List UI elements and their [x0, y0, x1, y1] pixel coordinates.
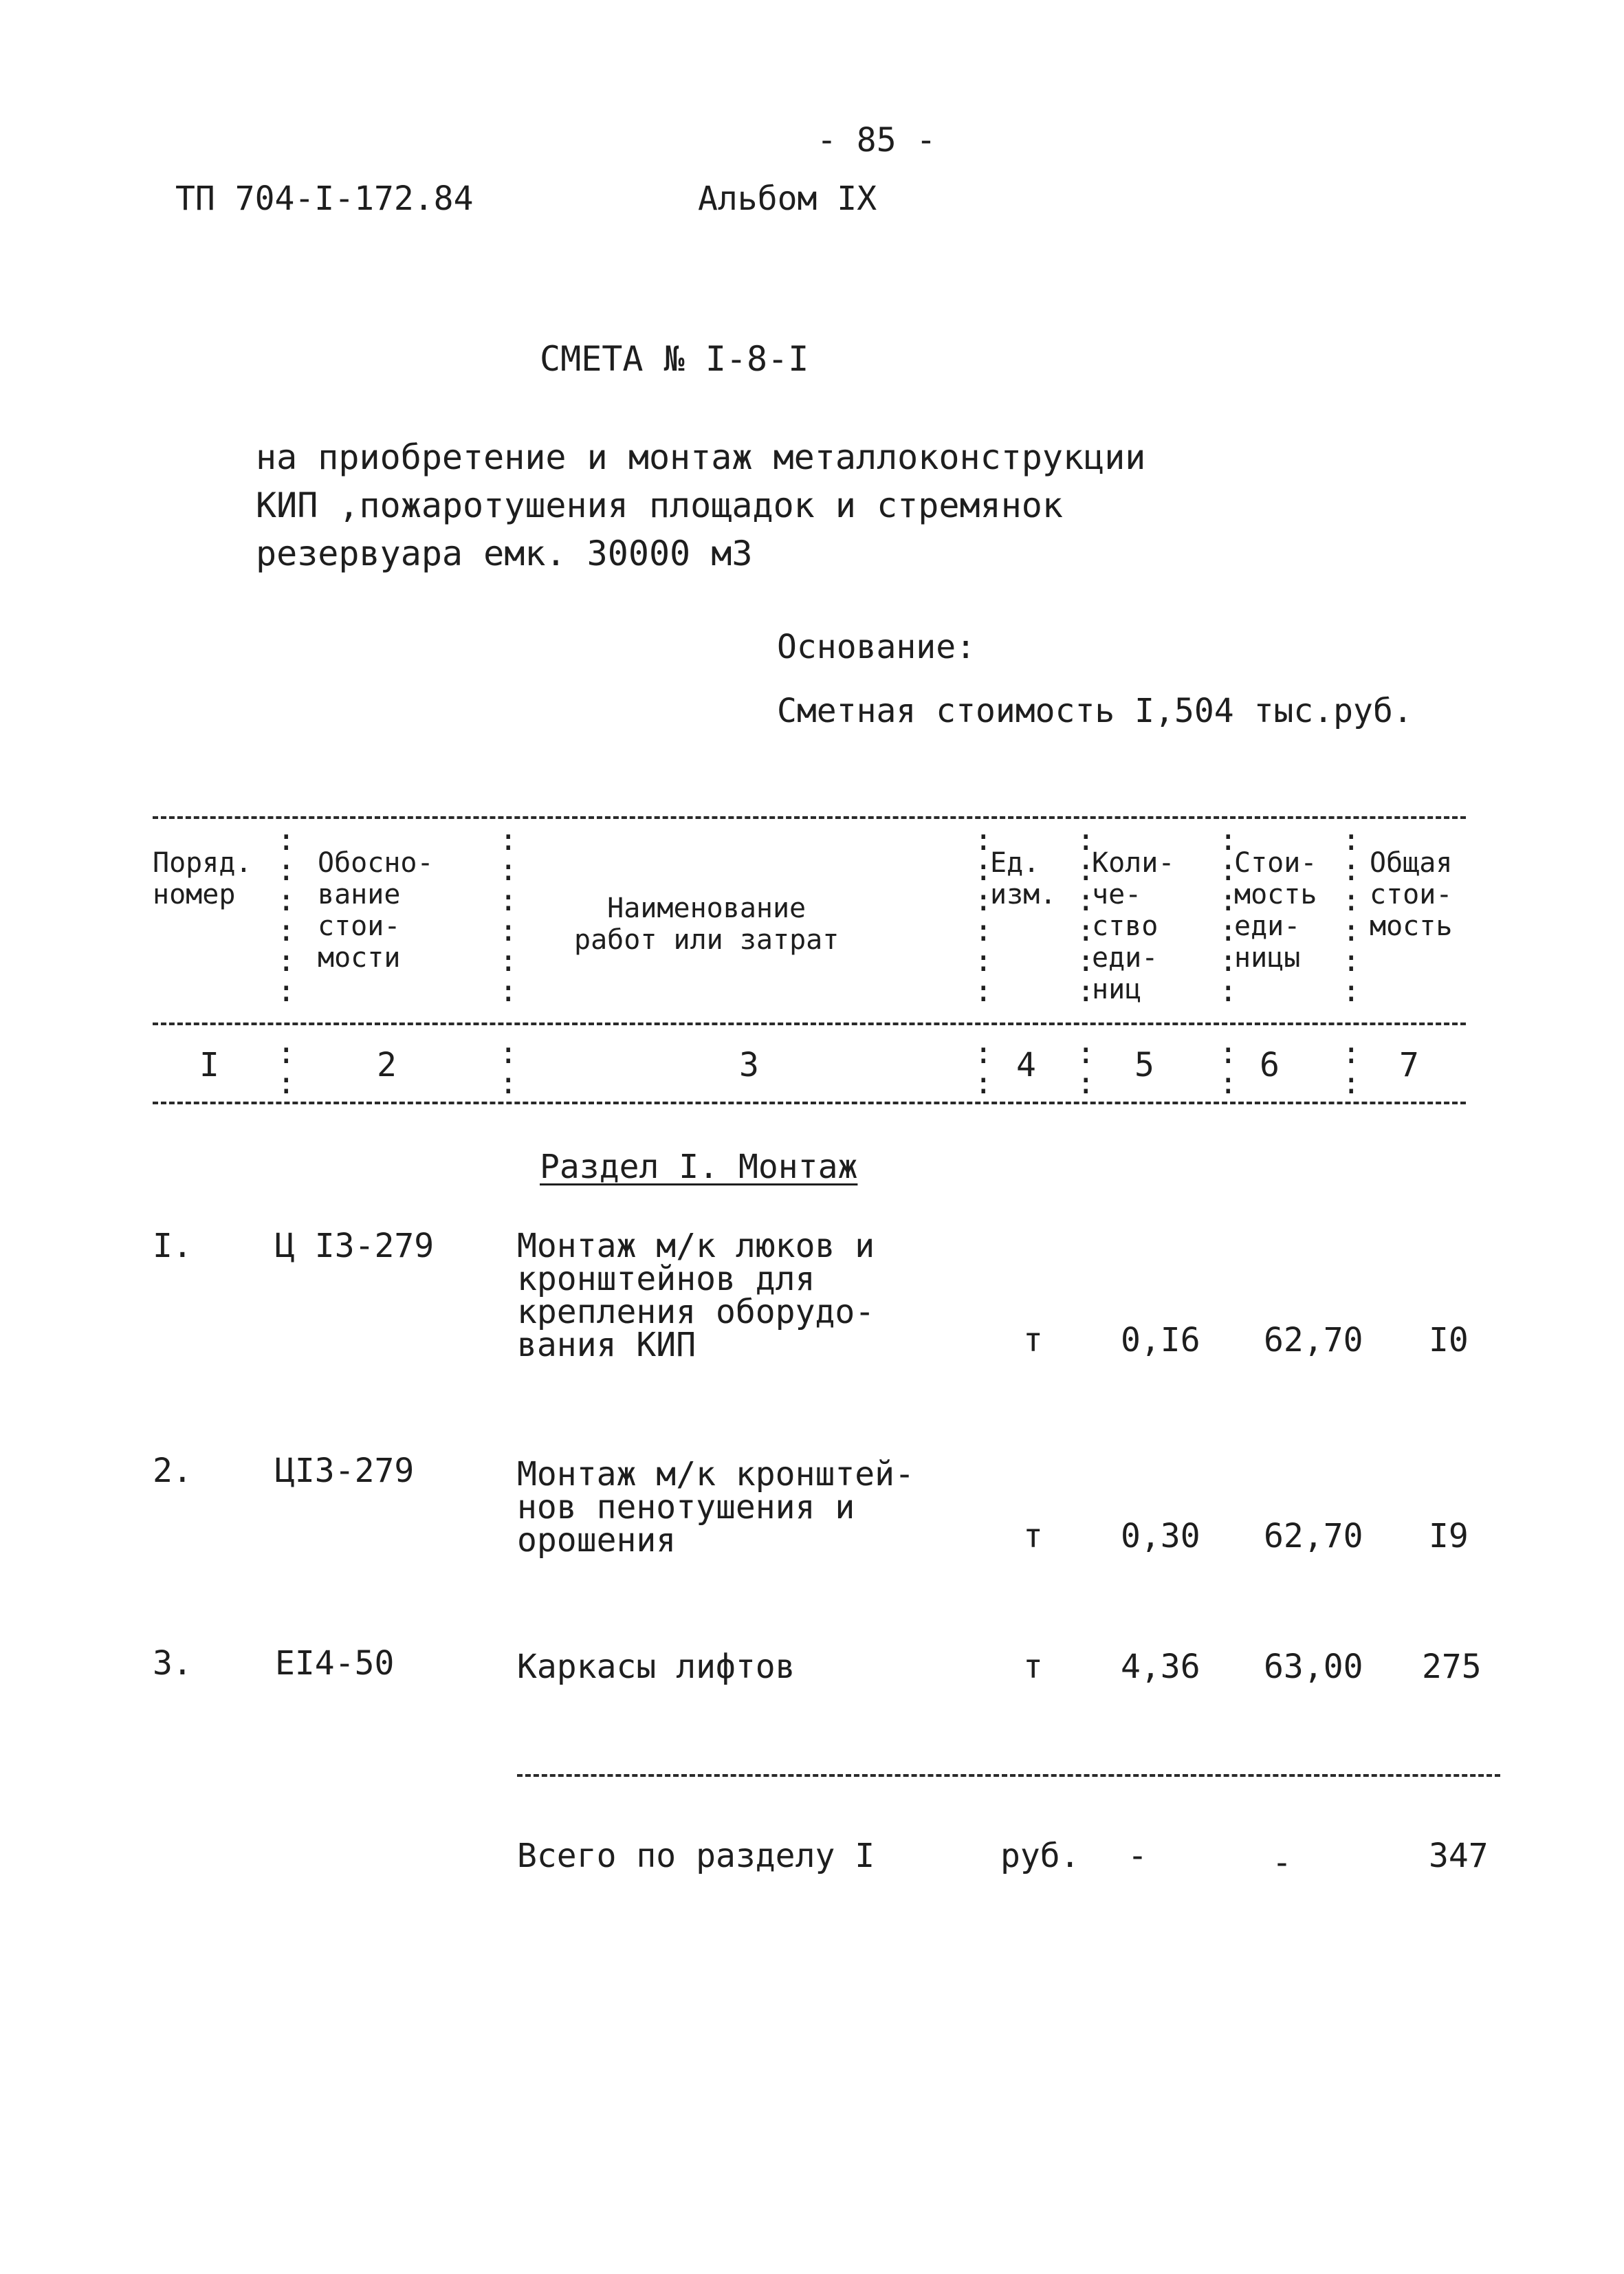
row-unit: т — [1023, 1321, 1043, 1359]
estimated-cost: Сметная стоимость I,504 тыс.руб. — [777, 692, 1413, 730]
column-number: 2 — [377, 1046, 397, 1084]
row-number: 2. — [153, 1452, 193, 1490]
total-label: Всего по разделу I — [517, 1837, 875, 1875]
description-line: на приобретение и монтаж металлоконструкции — [256, 437, 1146, 477]
column-number: 4 — [1016, 1046, 1036, 1084]
row-work-name: Монтаж м/к люков и кронштейнов для крепления оборудо- вания КИП — [517, 1227, 875, 1364]
row-cost-basis: ЦI3-279 — [275, 1452, 415, 1490]
album-label: Альбом IX — [698, 179, 877, 218]
section-title: Раздел I. Монтаж — [540, 1148, 858, 1186]
row-quantity: 4,36 — [1121, 1648, 1200, 1686]
table-header-rule — [153, 1023, 1466, 1025]
row-cost-basis: Ц I3-279 — [275, 1227, 435, 1265]
document-code: ТП 704-I-172.84 — [175, 179, 474, 218]
total-cost: 347 — [1429, 1837, 1489, 1875]
row-total-cost: 275 — [1422, 1648, 1482, 1686]
row-unit: т — [1023, 1648, 1043, 1686]
row-total-cost: I9 — [1429, 1517, 1469, 1555]
table-top-rule — [153, 816, 1466, 819]
column-header-unit-cost: Стои- мость еди- ницы — [1234, 847, 1317, 974]
row-unit-cost: 63,00 — [1264, 1648, 1363, 1686]
row-unit-cost: 62,70 — [1264, 1517, 1363, 1555]
column-number: 3 — [739, 1046, 759, 1084]
column-header-total-cost: Общая стои- мость — [1370, 847, 1453, 942]
row-quantity: 0,I6 — [1121, 1321, 1200, 1359]
column-number: I — [199, 1046, 219, 1084]
subtotal-rule — [517, 1774, 1500, 1777]
description-line: КИП ,пожаротушения площадок и стремянок — [256, 485, 1063, 525]
column-header-order-number: Поряд. номер — [153, 847, 252, 910]
row-work-name: Каркасы лифтов — [517, 1648, 795, 1686]
row-total-cost: I0 — [1429, 1321, 1469, 1359]
column-header-cost-basis: Обосно- вание стои- мости — [318, 847, 434, 974]
row-quantity: 0,30 — [1121, 1517, 1200, 1555]
column-header-work-name: Наименование работ или затрат — [574, 893, 840, 956]
row-work-name: Монтаж м/к кронштей- нов пенотушения и орошения — [517, 1455, 914, 1560]
total-quantity: - — [1128, 1837, 1148, 1875]
column-number: 5 — [1134, 1046, 1154, 1084]
total-unit: руб. — [1000, 1837, 1080, 1875]
basis-label: Основание: — [777, 628, 976, 666]
column-number: 7 — [1399, 1046, 1419, 1084]
total-unit-cost: - — [1272, 1844, 1292, 1882]
column-header-quantity: Коли- че- ство еди- ниц — [1092, 847, 1175, 1005]
estimate-title: СМЕТА № I-8-I — [540, 339, 809, 379]
row-number: I. — [153, 1227, 193, 1265]
row-unit-cost: 62,70 — [1264, 1321, 1363, 1359]
column-header-unit: Ед. изм. — [990, 847, 1057, 910]
row-unit: т — [1023, 1517, 1043, 1555]
row-number: 3. — [153, 1644, 193, 1683]
row-cost-basis: ЕI4-50 — [275, 1644, 395, 1683]
table-number-rule — [153, 1102, 1466, 1104]
description-line: резервуара емк. 30000 м3 — [256, 534, 753, 573]
page-number: - 85 - — [817, 121, 936, 160]
column-number: 6 — [1260, 1046, 1280, 1084]
